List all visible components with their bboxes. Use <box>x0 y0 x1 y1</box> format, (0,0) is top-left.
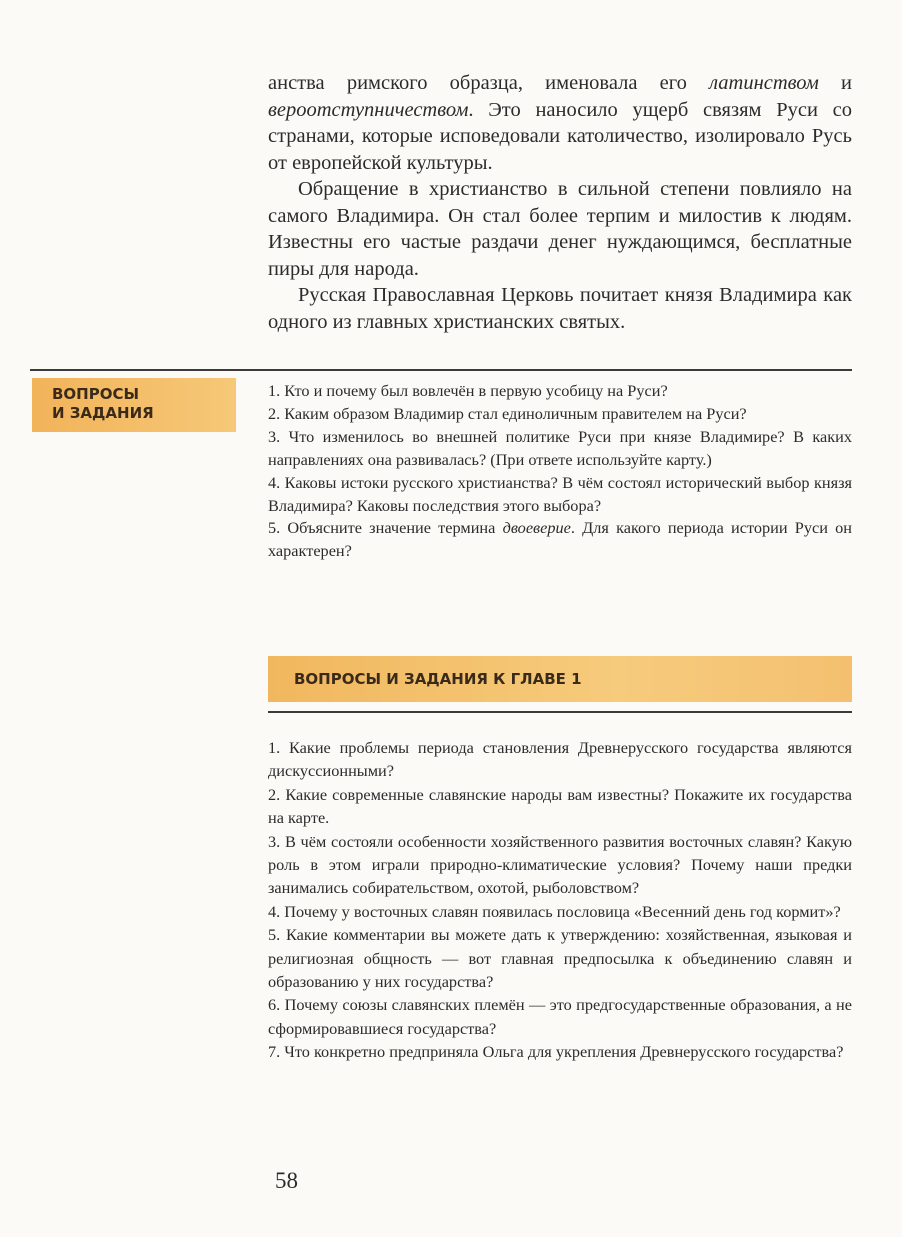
emphasis-term: двоеверие <box>502 518 571 538</box>
text-run: 5. Объясните значение термина <box>268 518 503 538</box>
page-number: 58 <box>275 1168 298 1193</box>
question-item: 6. Почему союзы славянских племён — это предгосударственные образования, а не сформировавшиеся государства? <box>268 995 852 1038</box>
question-item: 2. Каким образом Владимир стал единоличным правителем на Руси? <box>268 403 747 423</box>
emphasis-term: латинством <box>709 72 819 94</box>
divider <box>30 369 852 371</box>
question-item: 4. Каковы истоки русского христианства? В чём состоял исторический выбор князя Владимира? Каковы последствия этого выбора? <box>268 472 852 515</box>
paragraph: Русская Православная Церковь почитает князя Владимира как одного из главных христианских святых. <box>268 284 852 333</box>
text-run: и <box>818 72 852 94</box>
paragraph: Обращение в христианство в сильной степени повлияло на самого Владимира. Он стал более терпим и милостив к людям. Известны его частые раздачи денег нуждающимся, бесплатные пиры для народа. <box>268 178 852 280</box>
body-text <box>268 70 852 335</box>
text-run: . Для какого периода истории Руси он характерен? <box>268 518 852 561</box>
chapter-questions-list <box>268 736 852 1064</box>
question-item: 1. Кто и почему был вовлечён в первую усобицу на Руси? <box>268 381 668 400</box>
questions-list <box>268 380 852 563</box>
chapter-questions-banner: ВОПРОСЫ И ЗАДАНИЯ К ГЛАВЕ 1 <box>268 656 852 702</box>
question-item: 3. Что изменилось во внешней политике Руси при князе Владимире? В каких направлениях она развивалась? (При ответе используйте карту.) <box>268 426 852 469</box>
text-run: анства римского образца, именовала его <box>268 72 710 94</box>
label-line: ВОПРОСЫ <box>52 385 140 403</box>
question-item <box>268 517 852 563</box>
question-item: 7. Что конкретно предприняла Ольга для укрепления Древнерусского государства? <box>268 1042 844 1062</box>
text-run: . Это наносило ущерб связям Руси со странами, которые исповедовали католичество, изолировало Русь от европейской культуры. <box>268 98 852 174</box>
divider <box>268 711 852 713</box>
question-item: 3. В чём состояли особенности хозяйственного развития восточных славян? Какую роль в этом играли природно-климатические условия? Почему наши предки занимались собирательством, охотой, рыболовством? <box>268 831 852 898</box>
emphasis-term: вероотступничеством <box>268 98 469 121</box>
question-item: 5. Какие комментарии вы можете дать к утверждению: хозяйственная, языковая и религиозная общность — вот главная предпосылка к объединению славян и образованию у них государства? <box>268 925 852 992</box>
question-item: 2. Какие современные славянские народы вам известны? Покажите их государства на карте. <box>268 784 852 828</box>
question-item: 1. Какие проблемы периода становления Древнерусского государства являются дискуссионными? <box>268 738 852 781</box>
questions-label <box>32 378 236 432</box>
label-line: И ЗАДАНИЯ <box>52 404 154 422</box>
paragraph <box>268 70 852 176</box>
question-item: 4. Почему у восточных славян появилась пословица «Весенний день год кормит»? <box>268 901 841 921</box>
